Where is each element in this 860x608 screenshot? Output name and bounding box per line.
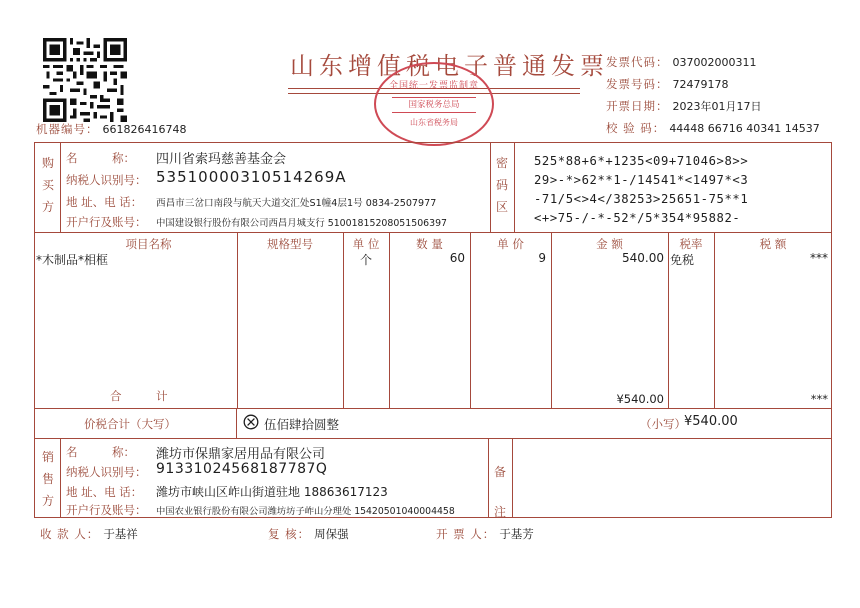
cipher-side-char: 区 (495, 200, 508, 214)
seal-bottom-text: 山东省税务局 (410, 118, 458, 127)
divider (34, 438, 832, 439)
total-amount: ¥540.00 (616, 392, 664, 406)
reviewer-label: 复 核： (268, 527, 311, 541)
machine-number (36, 121, 186, 137)
divider (60, 438, 61, 518)
invoice-code (606, 54, 756, 70)
divider (236, 408, 237, 438)
payee-value: 于基祥 (103, 527, 138, 541)
total-label: 合 计 (110, 389, 168, 403)
seller-bank: 中国农业银行股份有限公司潍坊坊子岞山分理处 15420501040004458 (156, 506, 455, 517)
sum-upper: 伍佰肆拾圆整 (264, 417, 340, 432)
divider (512, 438, 513, 518)
seller-name-label: 名 称： (66, 445, 135, 459)
cipher-line: <+>75-/-*-52*/5*354*95882- (534, 211, 741, 225)
invoice-code-value: 037002000311 (672, 56, 757, 69)
seal-middle-text: 国家税务总局 (392, 97, 476, 113)
item-rate: 免税 (670, 253, 695, 267)
total-tax: *** (810, 392, 828, 406)
seller-address: 潍坊市峡山区岞山街道驻地 18863617123 (156, 485, 388, 499)
payee (40, 526, 138, 542)
check-code-value: 44448 66716 40341 14537 (669, 122, 820, 135)
col-header-qty: 数 量 (416, 237, 443, 251)
buyer-name: 四川省索玛慈善基金会 (156, 152, 287, 167)
issuer-label: 开 票 人： (436, 527, 496, 541)
seal-top-text: 全国统一发票监制章 (388, 81, 479, 91)
col-header-spec: 规格型号 (267, 237, 313, 251)
divider (60, 142, 61, 232)
seller-name: 潍坊市保鼎家居用品有限公司 (156, 447, 326, 462)
divider (514, 142, 515, 232)
divider (343, 232, 344, 408)
buyer-side-label (38, 152, 58, 218)
col-header-tax: 税 额 (759, 237, 787, 251)
machine-number-label: 机器编号： (36, 122, 99, 136)
remark-char: 备 (493, 465, 506, 479)
divider (668, 232, 669, 408)
divider (34, 232, 832, 233)
cipher-line: 525*88+6*+1235<09+71046>8>> (534, 154, 749, 168)
invoice-number-label: 发票号码： (606, 77, 669, 91)
invoice-number-value: 72479178 (672, 78, 729, 91)
invoice-date-value: 2023年01月17日 (672, 100, 762, 113)
sum-label: 价税合计（大写） (84, 417, 176, 431)
invoice-title: 山东增值税电子普通发票 (290, 52, 609, 80)
item-qty: 60 (449, 251, 465, 265)
tax-seal (374, 62, 494, 146)
buyer-taxid: 53510000310514269A (156, 168, 347, 186)
reviewer (268, 526, 349, 542)
seller-taxid: 91331024568187787Q (156, 461, 328, 477)
col-header-rate: 税率 (679, 237, 703, 251)
buyer-bank: 中国建设银行股份有限公司西昌月城支行 51001815208051506397 (156, 218, 448, 229)
cipher-side-char: 码 (495, 178, 508, 192)
divider (488, 438, 489, 518)
item-tax: *** (810, 251, 828, 265)
seller-side-char: 销 (41, 450, 54, 464)
sum-lower-label: （小写） (640, 417, 686, 431)
payee-label: 收 款 人： (40, 527, 100, 541)
reviewer-value: 周保强 (314, 527, 349, 541)
divider (237, 232, 238, 408)
invoice-date (606, 98, 762, 114)
seller-side-char: 方 (41, 494, 54, 508)
item-name: *木制品*相框 (36, 253, 109, 267)
qr-code (42, 38, 128, 122)
cipher-line: -71/5<>4</38253>25651-75**1 (534, 192, 749, 206)
cipher-line: 29>-*>62**1-/14541*<1497*<3 (534, 173, 749, 187)
col-header-price: 单 价 (497, 237, 524, 251)
buyer-address: 西昌市三岔口南段与航天大道交汇处S1幢4层1号 0834-2507977 (156, 198, 437, 209)
buyer-side-char: 买 (41, 178, 54, 192)
buyer-side-char: 购 (41, 156, 54, 170)
check-code (606, 120, 820, 136)
check-code-label: 校 验 码： (606, 121, 666, 135)
col-header-item: 项目名称 (125, 237, 172, 251)
cipher-side-char: 密 (495, 156, 508, 170)
seller-address-label: 地 址、电 话： (66, 485, 143, 499)
col-header-unit: 单 位 (352, 237, 380, 251)
buyer-taxid-label: 纳税人识别号： (66, 173, 147, 187)
item-amount: 540.00 (622, 251, 664, 265)
invoice-number (606, 76, 729, 92)
buyer-bank-label: 开户行及账号： (66, 215, 147, 229)
divider (490, 142, 491, 232)
remark-char: 注 (493, 505, 506, 519)
item-unit: 个 (360, 253, 373, 267)
cipher-side-label (492, 152, 512, 218)
machine-number-value: 661826416748 (102, 123, 187, 136)
issuer (436, 526, 534, 542)
buyer-name-label: 名 称： (66, 151, 135, 165)
circled-x-icon (243, 414, 259, 430)
seller-side-char: 售 (41, 472, 54, 486)
issuer-value: 于基芳 (499, 527, 534, 541)
divider (34, 408, 832, 409)
seller-bank-label: 开户行及账号： (66, 503, 147, 517)
seller-side-label (38, 446, 58, 512)
sum-lower: ¥540.00 (684, 414, 738, 429)
col-header-amount: 金 额 (596, 237, 623, 251)
item-price: 9 (538, 251, 546, 265)
buyer-address-label: 地 址、电 话： (66, 195, 143, 209)
seller-taxid-label: 纳税人识别号： (66, 465, 147, 479)
invoice-code-label: 发票代码： (606, 55, 669, 69)
invoice-date-label: 开票日期： (606, 99, 669, 113)
buyer-side-char: 方 (41, 200, 54, 214)
remark-label (490, 452, 510, 532)
